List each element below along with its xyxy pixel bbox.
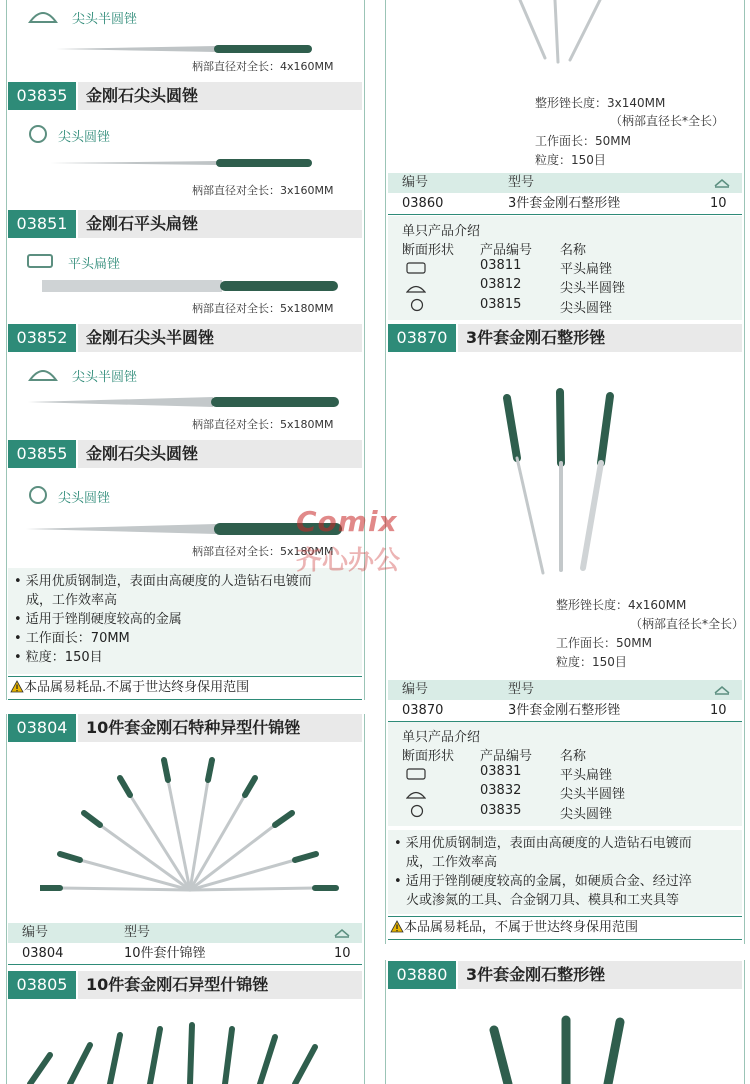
product-code-03805: 03805 xyxy=(8,971,76,999)
flat-section-icon xyxy=(26,253,54,269)
spec-line: 工作面长：50MM xyxy=(556,636,652,650)
product-code-03855: 03855 xyxy=(8,440,76,468)
warning-text: 本品属易耗品.不属于世达终身保用范围 xyxy=(24,680,250,695)
round-section-icon xyxy=(410,804,424,818)
top-shape-label: 尖头半圆锉 xyxy=(72,12,138,27)
spec: 柄部直径对全长：5x180MM xyxy=(192,302,334,315)
cell-qty: 10 xyxy=(334,946,351,961)
cell-code: 03860 xyxy=(402,196,444,211)
box-icon xyxy=(334,928,350,938)
intro-header-shape: 断面形状 xyxy=(402,243,455,258)
table-row xyxy=(388,194,742,215)
intro-header-name: 名称 xyxy=(560,243,587,258)
bullet-line: • 适用于锉削硬度较高的金属 xyxy=(14,612,182,627)
spec: 柄部直径对全长：3x160MM xyxy=(192,184,334,197)
round-section-icon xyxy=(410,298,424,312)
spec-line: 粒度：150目 xyxy=(535,153,606,167)
box-icon xyxy=(714,685,730,695)
file-set-image xyxy=(495,388,625,583)
table-row xyxy=(388,701,742,722)
intro-name: 尖头半圆锉 xyxy=(560,787,626,802)
bullet-line: 成，工作效率高 xyxy=(406,855,498,870)
shape-label: 平头扁锉 xyxy=(68,257,121,272)
bullet-line: • 采用优质钢制造，表面由高硬度的人造钻石电镀而 xyxy=(394,836,692,851)
warning-icon xyxy=(10,680,24,693)
cell-model: 10件套什锦锉 xyxy=(124,946,206,961)
spec: 柄部直径对全长：5x180MM xyxy=(192,418,334,431)
intro-header-name: 名称 xyxy=(560,749,587,764)
cell-qty: 10 xyxy=(710,196,727,211)
file-set-image xyxy=(500,0,610,70)
round-section-icon xyxy=(28,485,48,505)
product-title: 金刚石尖头半圆锉 xyxy=(78,324,362,352)
warning-text: 本品属易耗品，不属于世达终身保用范围 xyxy=(404,920,639,935)
file-image xyxy=(28,394,343,410)
cell-model: 3件套金刚石整形锉 xyxy=(508,703,621,718)
cell-code: 03804 xyxy=(22,946,64,961)
intro-code: 03832 xyxy=(480,783,522,798)
product-title: 3件套金刚石整形锉 xyxy=(458,324,742,352)
file-set-image xyxy=(480,1010,630,1084)
half-round-section-icon xyxy=(406,281,426,293)
file-image xyxy=(56,42,316,56)
intro-header-code: 产品编号 xyxy=(480,243,533,258)
intro-header-shape: 断面形状 xyxy=(402,749,455,764)
half-round-section-icon xyxy=(406,787,426,799)
spec-line: （柄部直径长*全长） xyxy=(610,114,725,128)
half-round-section-icon xyxy=(28,364,58,382)
warning-icon xyxy=(390,920,404,933)
shape-label: 尖头半圆锉 xyxy=(72,370,138,385)
product-title: 金刚石平头扁锉 xyxy=(78,210,362,238)
intro-name: 尖头圆锉 xyxy=(560,301,613,316)
product-code-03804: 03804 xyxy=(8,714,76,742)
intro-name: 尖头半圆锉 xyxy=(560,281,626,296)
intro-code: 03835 xyxy=(480,803,522,818)
single-product-intro xyxy=(388,722,742,826)
product-title: 10件套金刚石特种异型什锦锉 xyxy=(78,714,362,742)
cell-model: 3件套金刚石整形锉 xyxy=(508,196,621,211)
product-title: 金刚石尖头圆锉 xyxy=(78,82,362,110)
table-header xyxy=(8,923,362,943)
box-icon xyxy=(714,178,730,188)
intro-name: 平头扁锉 xyxy=(560,768,613,783)
round-section-icon xyxy=(28,124,48,144)
table-row xyxy=(8,944,362,965)
flat-section-icon xyxy=(406,768,426,780)
product-title: 3件套金刚石整形锉 xyxy=(458,961,742,989)
intro-code: 03815 xyxy=(480,297,522,312)
product-code-03851: 03851 xyxy=(8,210,76,238)
file-fan-image xyxy=(20,1015,350,1084)
intro-title: 单只产品介绍 xyxy=(402,224,481,239)
spec-line: 工作面长：50MM xyxy=(535,134,631,148)
spec-line: 整形锉长度：4x160MM xyxy=(556,598,687,612)
bullet-line: 火或渗氮的工具、合金钢刀具、模具和工夹具等 xyxy=(406,893,680,908)
product-code-03870: 03870 xyxy=(388,324,456,352)
flat-section-icon xyxy=(406,262,426,274)
intro-title: 单只产品介绍 xyxy=(402,730,481,745)
bullet-line: • 工作面长：70MM xyxy=(14,631,130,646)
header-code: 编号 xyxy=(22,925,49,940)
intro-header-code: 产品编号 xyxy=(480,749,533,764)
single-product-intro xyxy=(388,216,742,320)
header-model: 型号 xyxy=(508,682,535,697)
warning-row xyxy=(388,916,742,940)
warning-row xyxy=(8,676,362,700)
spec-line: 粒度：150目 xyxy=(556,655,627,669)
bullet-line: • 采用优质钢制造，表面由高硬度的人造钻石电镀而 xyxy=(14,574,312,589)
file-image xyxy=(50,157,315,169)
table-header xyxy=(388,173,742,193)
shape-label: 尖头圆锉 xyxy=(58,491,111,506)
intro-code: 03831 xyxy=(480,764,522,779)
intro-name: 尖头圆锉 xyxy=(560,807,613,822)
cell-qty: 10 xyxy=(710,703,727,718)
intro-name: 平头扁锉 xyxy=(560,262,613,277)
product-title: 10件套金刚石异型什锦锉 xyxy=(78,971,362,999)
product-code-03835: 03835 xyxy=(8,82,76,110)
header-code: 编号 xyxy=(402,682,429,697)
spec: 柄部直径对全长：5x180MM xyxy=(192,545,334,558)
product-title: 金刚石尖头圆锉 xyxy=(78,440,362,468)
header-model: 型号 xyxy=(124,925,151,940)
bullet-line: 成，工作效率高 xyxy=(26,593,118,608)
watermark-subtitle: 齐心办公 xyxy=(296,546,401,576)
spec-line: 整形锉长度：3x140MM xyxy=(535,96,666,110)
top-spec: 柄部直径对全长：4x160MM xyxy=(192,60,334,73)
cell-code: 03870 xyxy=(402,703,444,718)
shape-label: 尖头圆锉 xyxy=(58,130,111,145)
table-header xyxy=(388,680,742,700)
watermark-logo: Comix xyxy=(296,505,398,538)
intro-code: 03812 xyxy=(480,277,522,292)
file-fan-image xyxy=(40,750,340,900)
half-round-section-icon xyxy=(28,6,58,24)
header-code: 编号 xyxy=(402,175,429,190)
bullet-line: • 适用于锉削硬度较高的金属，如硬质合金、经过淬 xyxy=(394,874,692,889)
product-code-03880: 03880 xyxy=(388,961,456,989)
file-image xyxy=(42,278,342,294)
header-model: 型号 xyxy=(508,175,535,190)
feature-bullets xyxy=(8,568,362,674)
feature-bullets xyxy=(388,830,742,914)
intro-code: 03811 xyxy=(480,258,522,273)
bullet-line: • 粒度：150目 xyxy=(14,650,103,665)
spec-line: （柄部直径长*全长） xyxy=(630,617,745,631)
product-code-03852: 03852 xyxy=(8,324,76,352)
